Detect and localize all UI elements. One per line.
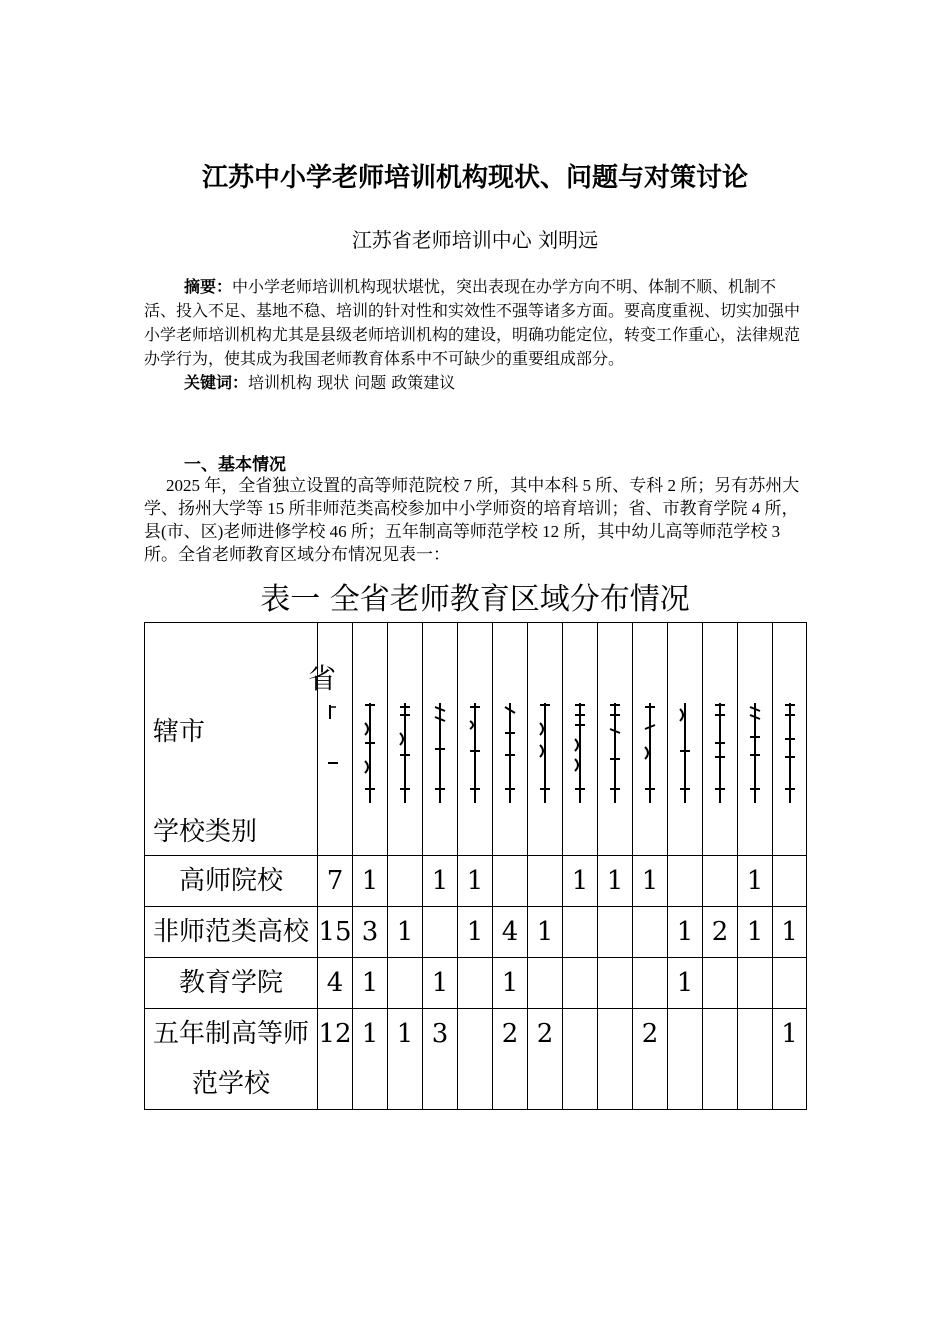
column-head-city bbox=[668, 623, 703, 856]
table-cell: 1 bbox=[388, 1009, 423, 1110]
table-cell bbox=[388, 856, 423, 907]
table-cell bbox=[598, 1009, 633, 1110]
table-cell: 2 bbox=[493, 1009, 528, 1110]
table-cell bbox=[773, 856, 807, 907]
table-cell bbox=[423, 907, 458, 958]
table-cell: 2 bbox=[703, 907, 738, 958]
row-label: 非师范类高校 bbox=[145, 907, 318, 958]
table-cell bbox=[528, 958, 563, 1009]
table-cell: 1 bbox=[458, 907, 493, 958]
table-cell bbox=[458, 958, 493, 1009]
abstract-block bbox=[144, 275, 808, 395]
table-cell: 1 bbox=[423, 958, 458, 1009]
author-line: 江苏省老师培训中心 刘明远 bbox=[351, 228, 599, 252]
abstract-text: 中小学老师培训机构现状堪忧，突出表现在办学方向不明、体制不顺、机制不活、投入不足、基地不稳、培训的针对性和实效性不强等诸多方面。要高度重视、切实加强中小学老师培训机构尤其是县级老师培训机构的建设，明确功能定位，转变工作重心，法律规范办学行为，使其成为我国老师教育体系中不可缺少的重要组成部分。 bbox=[144, 277, 801, 368]
vertical-script-glyph bbox=[738, 693, 772, 803]
table-cell bbox=[738, 958, 773, 1009]
table-cell: 1 bbox=[353, 1009, 388, 1110]
table-cell: 3 bbox=[423, 1009, 458, 1110]
vertical-script-glyph bbox=[563, 693, 597, 803]
vertical-script-glyph bbox=[458, 693, 492, 803]
table-cell: 1 bbox=[668, 907, 703, 958]
table-cell: 2 bbox=[528, 1009, 563, 1110]
column-head-city bbox=[738, 623, 773, 856]
table-cell: 1 bbox=[423, 856, 458, 907]
table-cell bbox=[773, 958, 807, 1009]
table-row bbox=[145, 907, 807, 958]
table-cell: 12 bbox=[318, 1009, 353, 1110]
abstract-paragraph bbox=[144, 275, 808, 371]
table-cell: 1 bbox=[738, 856, 773, 907]
column-head-city bbox=[598, 623, 633, 856]
table-row bbox=[145, 856, 807, 907]
table-cell bbox=[563, 907, 598, 958]
table-cell bbox=[563, 958, 598, 1009]
column-head-city bbox=[563, 623, 598, 856]
table-cell bbox=[493, 856, 528, 907]
table-cell bbox=[388, 958, 423, 1009]
table-cell: 1 bbox=[773, 907, 807, 958]
table-cell bbox=[528, 856, 563, 907]
vertical-script-glyph bbox=[423, 693, 457, 803]
table-cell bbox=[633, 958, 668, 1009]
column-head-city bbox=[528, 623, 563, 856]
table-cell: 15 bbox=[318, 907, 353, 958]
table-cell: 1 bbox=[353, 856, 388, 907]
table-row bbox=[145, 958, 807, 1009]
row-label: 教育学院 bbox=[145, 958, 318, 1009]
table-cell: 1 bbox=[633, 856, 668, 907]
column-head-city bbox=[388, 623, 423, 856]
table-cell bbox=[703, 1009, 738, 1110]
abstract-label: 摘要： bbox=[184, 277, 233, 296]
table-cell: 1 bbox=[458, 856, 493, 907]
header-category-label: 学校类别 bbox=[153, 817, 258, 847]
table-cell bbox=[738, 1009, 773, 1110]
distribution-table bbox=[144, 622, 807, 1110]
column-head-city bbox=[703, 623, 738, 856]
table-cell bbox=[703, 958, 738, 1009]
vertical-script-glyph bbox=[598, 693, 632, 803]
table-cell: 1 bbox=[563, 856, 598, 907]
table-cell bbox=[668, 1009, 703, 1110]
column-head-city bbox=[353, 623, 388, 856]
table-cell bbox=[703, 856, 738, 907]
table-cell: 1 bbox=[493, 958, 528, 1009]
table-cell bbox=[633, 907, 668, 958]
keywords-text: 培训机构 现状 问题 政策建议 bbox=[248, 373, 456, 392]
province-label: 省 bbox=[308, 662, 337, 695]
section-body: 2025 年，全省独立设置的高等师范院校 7 所，其中本科 5 所、专科 2 所；另有苏州大学、扬州大学等 15 所非师范类高校参加中小学师资的培育培训；省、市教育学院 4 所，县(市、区)老师进修学校 46 所；五年制高等师范学校 12 所，其中幼儿高等师范学校 3 所。全省老师教育区域分布情况见表一： bbox=[144, 476, 800, 564]
table-cell: 7 bbox=[318, 856, 353, 907]
vertical-script-glyph bbox=[388, 693, 422, 803]
column-head-city bbox=[458, 623, 493, 856]
column-head-city bbox=[773, 623, 807, 856]
table-cell: 1 bbox=[388, 907, 423, 958]
vertical-script-glyph bbox=[773, 693, 806, 803]
keywords-label: 关键词： bbox=[184, 373, 249, 392]
table-cell: 1 bbox=[773, 1009, 807, 1110]
table-cell: 1 bbox=[598, 856, 633, 907]
table-cell: 1 bbox=[668, 958, 703, 1009]
column-head-province bbox=[308, 623, 353, 856]
column-head-city bbox=[423, 623, 458, 856]
vertical-script-glyph bbox=[668, 693, 702, 803]
vertical-script-glyph bbox=[318, 693, 352, 803]
table-corner-header bbox=[145, 623, 318, 856]
table-cell: 2 bbox=[633, 1009, 668, 1110]
header-city-label: 辖市 bbox=[153, 717, 206, 747]
vertical-script-glyph bbox=[353, 693, 387, 803]
table-cell: 4 bbox=[318, 958, 353, 1009]
table-title: 表一 全省老师教育区域分布情况 bbox=[260, 582, 690, 617]
section-heading: 一、基本情况 bbox=[184, 455, 286, 475]
row-label: 高师院校 bbox=[145, 856, 318, 907]
vertical-script-glyph bbox=[703, 693, 737, 803]
row-label: 五年制高等师范学校 bbox=[145, 1009, 318, 1110]
table-cell bbox=[598, 907, 633, 958]
vertical-script-glyph bbox=[493, 693, 527, 803]
table-row bbox=[145, 1009, 807, 1110]
table-cell: 1 bbox=[528, 907, 563, 958]
vertical-script-glyph bbox=[633, 693, 667, 803]
table-cell bbox=[458, 1009, 493, 1110]
column-head-city bbox=[493, 623, 528, 856]
table-cell: 3 bbox=[353, 907, 388, 958]
table-cell: 4 bbox=[493, 907, 528, 958]
table-header-row bbox=[145, 623, 807, 856]
table-cell: 1 bbox=[353, 958, 388, 1009]
table-cell: 1 bbox=[738, 907, 773, 958]
table-cell bbox=[563, 1009, 598, 1110]
document-title: 江苏中小学老师培训机构现状、问题与对策讨论 bbox=[201, 163, 748, 193]
table-cell bbox=[668, 856, 703, 907]
column-head-city bbox=[633, 623, 668, 856]
keywords-paragraph bbox=[144, 371, 808, 395]
table-cell bbox=[598, 958, 633, 1009]
vertical-script-glyph bbox=[528, 693, 562, 803]
